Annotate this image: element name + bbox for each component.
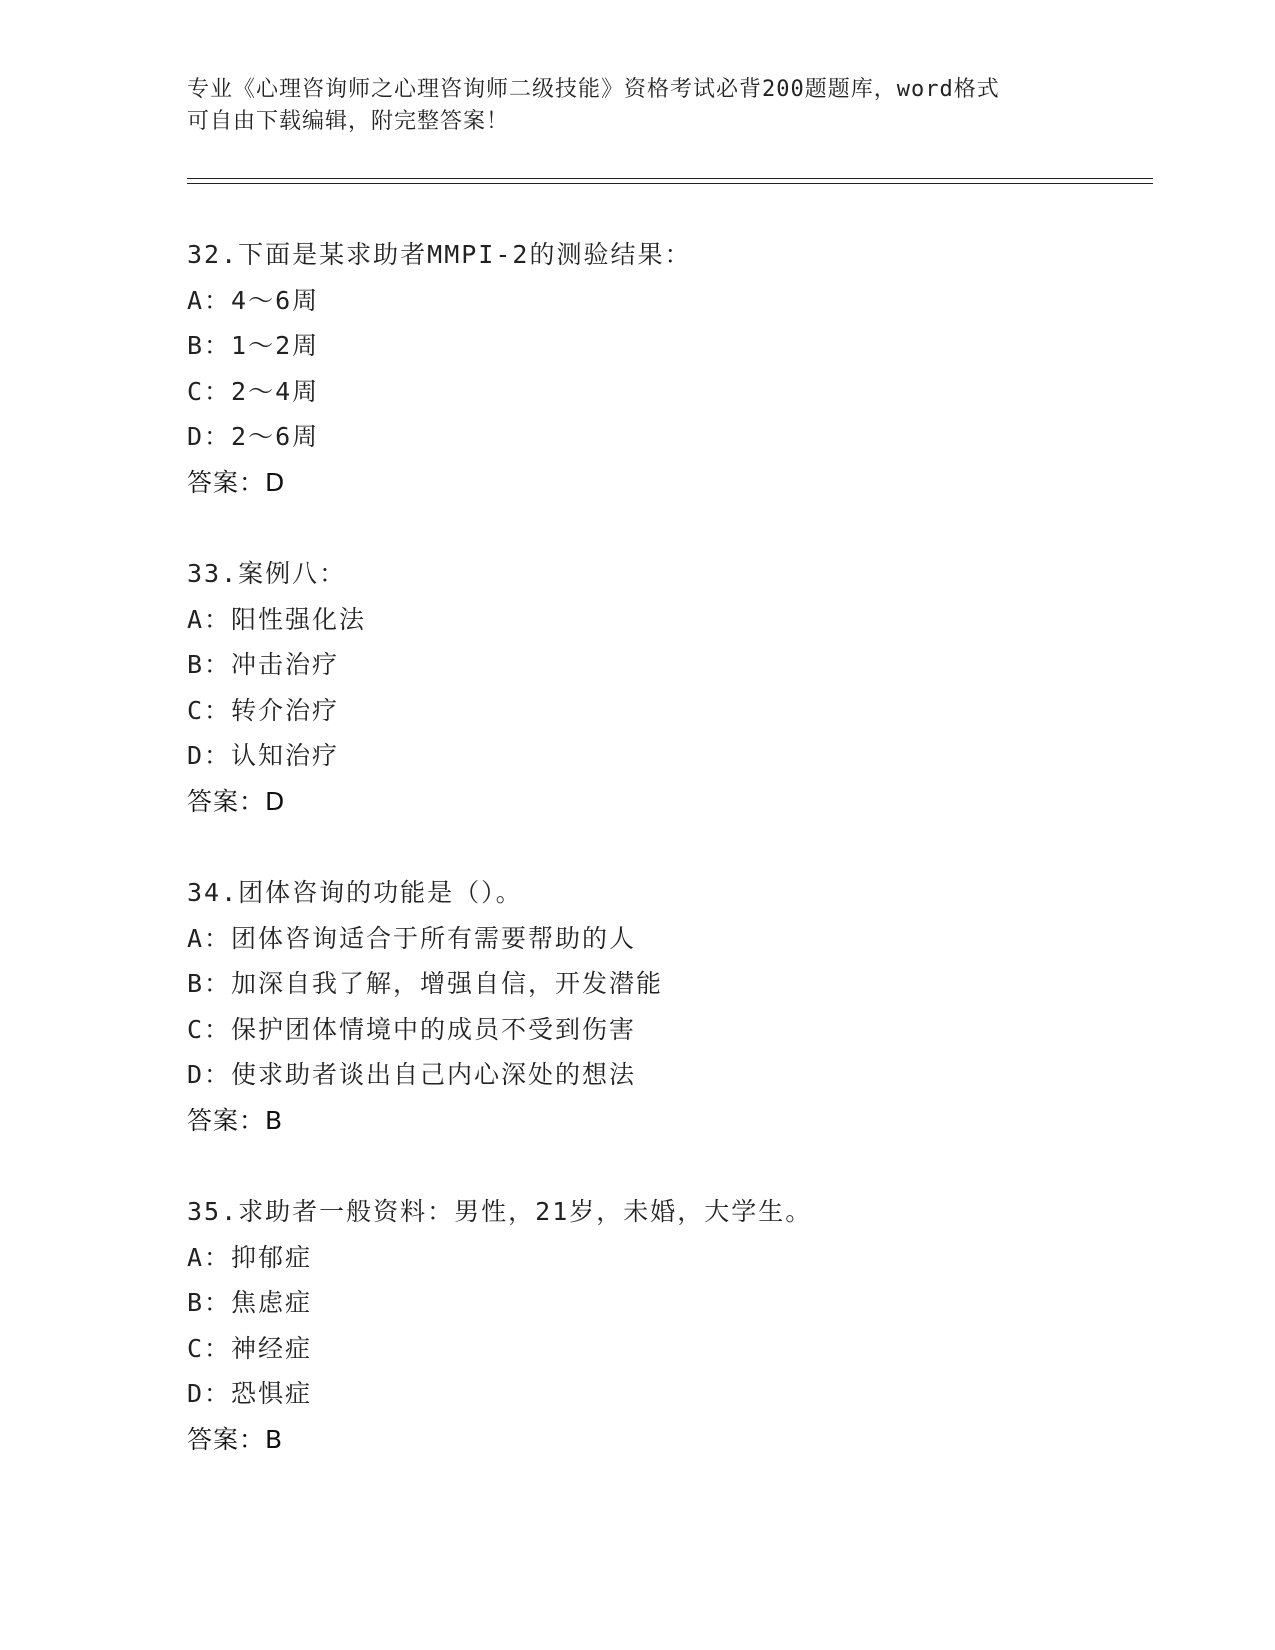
question-35 (187, 1189, 1147, 1462)
question-stem: 34.团体咨询的功能是（）。 (187, 878, 523, 907)
option-d: D：恐惧症 (187, 1379, 313, 1408)
option-b: B：加深自我了解，增强自信，开发潜能 (187, 969, 664, 998)
header-title-line-2: 可自由下载编辑，附完整答案！ (187, 109, 510, 134)
option-d: D：使求助者谈出自己内心深处的想法 (187, 1060, 637, 1089)
option-d: D：认知治疗 (187, 741, 340, 770)
option-a: A：抑郁症 (187, 1242, 313, 1272)
option-c: C：转介治疗 (187, 695, 340, 725)
answer-line: 答案：B (187, 1105, 284, 1135)
answer-line: 答案：B (187, 1424, 284, 1454)
answer-line: 答案：D (187, 786, 286, 816)
question-34 (187, 870, 1147, 1143)
answer-line: 答案：D (187, 467, 286, 497)
question-33 (187, 551, 1147, 824)
option-c: C：2～4周 (187, 376, 320, 406)
option-c: C：神经症 (187, 1333, 313, 1363)
question-stem: 32.下面是某求助者MMPI-2的测验结果： (187, 240, 692, 269)
header-divider-top (187, 178, 1153, 179)
option-a: A：阳性强化法 (187, 604, 367, 634)
option-a: A：4～6周 (187, 285, 320, 315)
option-c: C：保护团体情境中的成员不受到伤害 (187, 1014, 637, 1044)
option-d: D：2～6周 (187, 422, 320, 451)
header-divider-bottom (187, 183, 1153, 184)
option-b: B：冲击治疗 (187, 650, 340, 679)
question-stem: 33.案例八： (187, 559, 347, 588)
question-stem: 35.求助者一般资料：男性，21岁，未婚，大学生。 (187, 1197, 813, 1226)
question-32 (187, 232, 1147, 505)
option-b: B：焦虑症 (187, 1288, 313, 1317)
header-title-line-1: 专业《心理咨询师之心理咨询师二级技能》资格考试必背200题题库，word格式 (187, 77, 1000, 102)
option-b: B：1～2周 (187, 331, 320, 360)
option-a: A：团体咨询适合于所有需要帮助的人 (187, 923, 637, 953)
document-header (187, 74, 1107, 138)
